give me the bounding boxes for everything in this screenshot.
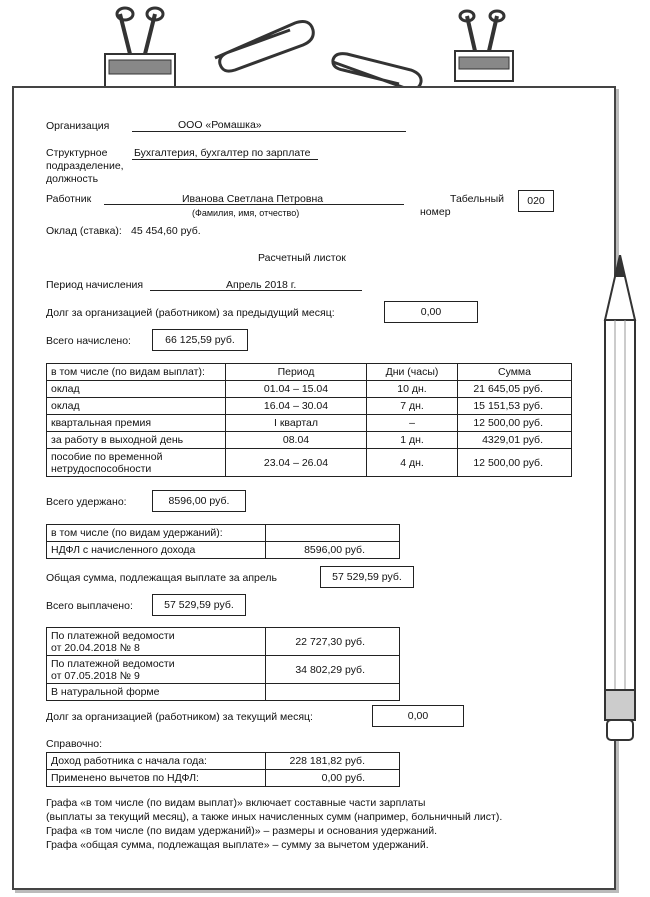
cell-sum: 12 500,00 руб. — [458, 415, 572, 432]
payments-table — [46, 627, 400, 701]
table-row — [47, 449, 572, 477]
dept-label-2: подразделение, — [46, 160, 124, 172]
table-row — [47, 432, 572, 449]
curr-debt-box: 0,00 — [372, 705, 464, 727]
worker-value: Иванова Светлана Петровна — [182, 193, 324, 205]
table-row — [47, 656, 400, 684]
total-payable-box: 57 529,59 руб. — [320, 566, 414, 588]
prev-debt-label: Долг за организацией (работником) за предыдущий месяц: — [46, 307, 335, 319]
worker-caption: (Фамилия, имя, отчество) — [192, 208, 300, 218]
cell-type: оклад — [47, 381, 226, 398]
dept-underline — [132, 159, 318, 160]
cell-period: I квартал — [226, 415, 367, 432]
org-label: Организация — [46, 120, 110, 132]
payment-value: 22 727,30 руб. — [266, 628, 400, 656]
withheld-label: Всего удержано: — [46, 496, 127, 508]
paid-box: 57 529,59 руб. — [152, 594, 246, 616]
cell-type-line: пособие по временной — [51, 450, 163, 463]
dept-value: Бухгалтерия, бухгалтер по зарплате — [134, 147, 311, 159]
reference-label: Доход работника с начала года: — [47, 753, 266, 770]
paperclip-icon — [205, 8, 325, 78]
payment-label-line: от 07.05.2018 № 9 — [51, 669, 140, 682]
prev-debt-box: 0,00 — [384, 301, 478, 323]
cell-days: – — [367, 415, 458, 432]
deduction-label: НДФЛ с начисленного дохода — [47, 542, 266, 559]
dept-label-3: должность — [46, 173, 99, 185]
paid-label: Всего выплачено: — [46, 600, 133, 612]
reference-title: Справочно: — [46, 738, 103, 750]
table-row — [47, 415, 572, 432]
payment-label-line: от 20.04.2018 № 8 — [51, 641, 140, 654]
salary-label: Оклад (ставка): — [46, 225, 122, 237]
binder-clip-left-icon — [95, 4, 185, 94]
salary-value: 45 454,60 руб. — [131, 225, 201, 237]
accruals-table — [46, 363, 572, 477]
table-row — [47, 542, 400, 559]
col-header-period: Период — [226, 364, 367, 381]
table-row — [47, 770, 400, 787]
cell-type: за работу в выходной день — [47, 432, 226, 449]
accrued-box: 66 125,59 руб. — [152, 329, 248, 351]
empty-cell — [266, 525, 400, 542]
cell-type — [47, 449, 226, 477]
note-line: (выплаты за текущий месяц), а также иных начисленных сумм (например, больничный лист). — [46, 811, 503, 823]
table-row — [47, 753, 400, 770]
note-line: Графа «общая сумма, подлежащая выплате» – сумму за вычетом удержаний. — [46, 839, 429, 851]
tab-number-box: 020 — [518, 190, 554, 212]
cell-sum: 4329,01 руб. — [458, 432, 572, 449]
cell-period: 16.04 – 30.04 — [226, 398, 367, 415]
table-header-row — [47, 364, 572, 381]
cell-days: 4 дн. — [367, 449, 458, 477]
deduction-value: 8596,00 руб. — [266, 542, 400, 559]
deductions-table — [46, 524, 400, 559]
cell-sum: 21 645,05 руб. — [458, 381, 572, 398]
note-line: Графа «в том числе (по видам удержаний)» – размеры и основания удержаний. — [46, 825, 438, 837]
col-header-type: в том числе (по видам выплат): — [47, 364, 226, 381]
tab-number-label-1: Табельный — [450, 193, 504, 205]
deductions-header: в том числе (по видам удержаний): — [47, 525, 266, 542]
dept-label-1: Структурное — [46, 147, 108, 159]
reference-label: Применено вычетов по НДФЛ: — [47, 770, 266, 787]
table-row — [47, 525, 400, 542]
payment-label — [47, 628, 266, 656]
cell-type: оклад — [47, 398, 226, 415]
period-label: Период начисления — [46, 279, 144, 291]
doc-title: Расчетный листок — [258, 252, 346, 264]
cell-period: 23.04 – 26.04 — [226, 449, 367, 477]
accrued-label: Всего начислено: — [46, 335, 131, 347]
note-line: Графа «в том числе (по видам выплат)» включает составные части зарплаты — [46, 797, 426, 809]
pencil-icon — [595, 255, 645, 745]
table-row — [47, 684, 400, 701]
table-row — [47, 381, 572, 398]
cell-days: 1 дн. — [367, 432, 458, 449]
col-header-sum: Сумма — [458, 364, 572, 381]
cell-sum: 12 500,00 руб. — [458, 449, 572, 477]
tab-number-label-2: номер — [420, 206, 451, 218]
binder-clip-right-icon — [445, 6, 525, 88]
payment-label-line: По платежной ведомости — [51, 657, 175, 670]
reference-table — [46, 752, 400, 787]
period-value: Апрель 2018 г. — [226, 279, 297, 291]
reference-value: 0,00 руб. — [266, 770, 400, 787]
org-value: ООО «Ромашка» — [178, 119, 262, 131]
withheld-box: 8596,00 руб. — [152, 490, 246, 512]
payment-value — [266, 684, 400, 701]
reference-value: 228 181,82 руб. — [266, 753, 400, 770]
payment-label-line: По платежной ведомости — [51, 629, 175, 642]
total-payable-label: Общая сумма, подлежащая выплате за апрель — [46, 572, 277, 584]
table-row — [47, 628, 400, 656]
cell-period: 01.04 – 15.04 — [226, 381, 367, 398]
col-header-days: Дни (часы) — [367, 364, 458, 381]
cell-days: 7 дн. — [367, 398, 458, 415]
cell-period: 08.04 — [226, 432, 367, 449]
org-underline — [132, 131, 406, 132]
table-row — [47, 398, 572, 415]
curr-debt-label: Долг за организацией (работником) за текущий месяц: — [46, 711, 313, 723]
cell-days: 10 дн. — [367, 381, 458, 398]
payment-label — [47, 656, 266, 684]
cell-type: квартальная премия — [47, 415, 226, 432]
cell-type-line: нетрудоспособности — [51, 462, 152, 475]
worker-label: Работник — [46, 193, 92, 205]
payment-value: 34 802,29 руб. — [266, 656, 400, 684]
cell-sum: 15 151,53 руб. — [458, 398, 572, 415]
payment-label: В натуральной форме — [47, 684, 266, 701]
